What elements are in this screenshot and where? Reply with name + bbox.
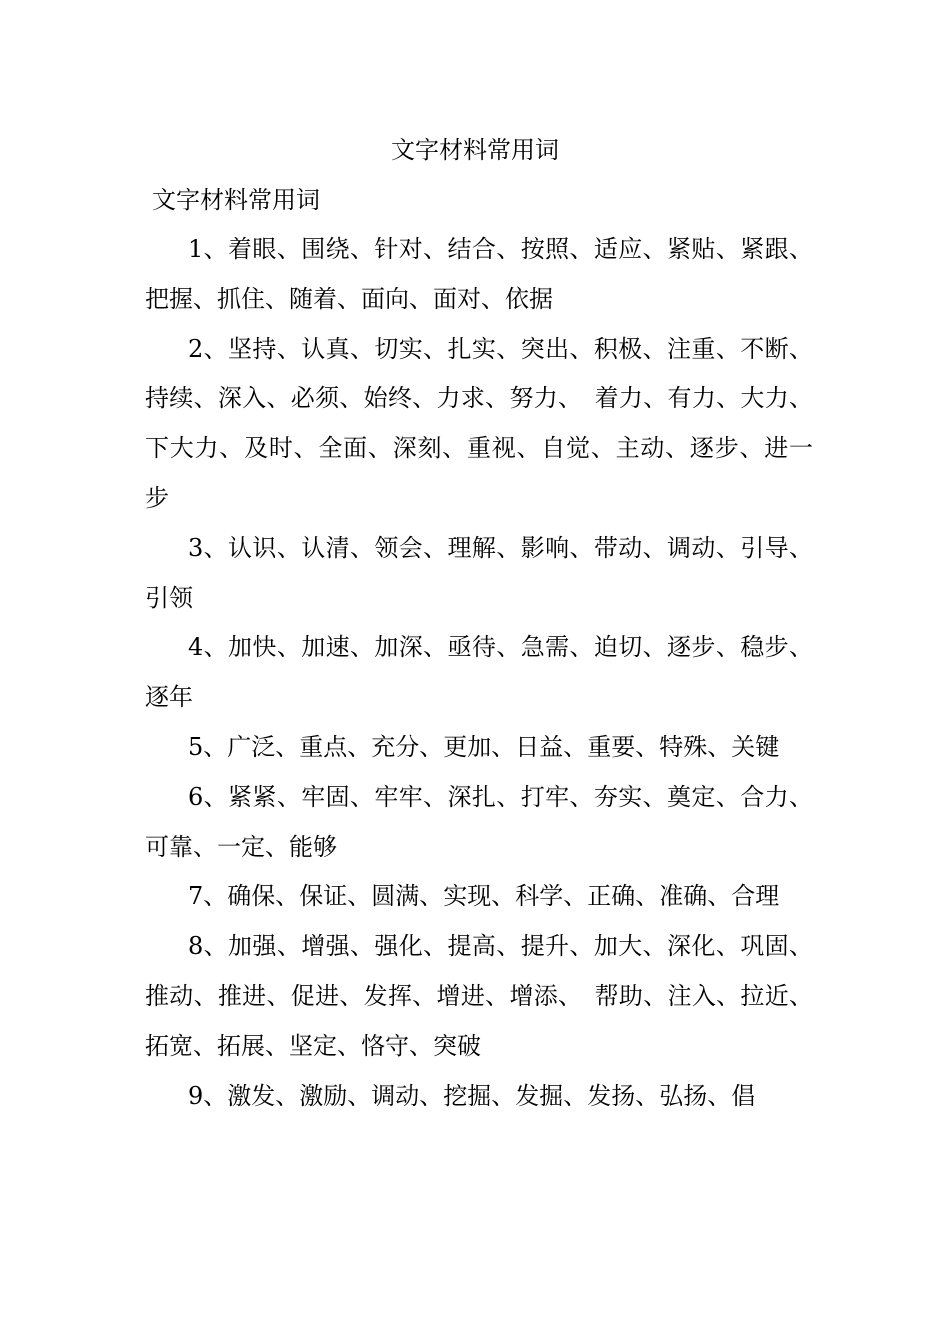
paragraph-8: 8、加强、增强、强化、提高、提升、加大、深化、巩固、推动、推进、促进、发挥、增进、增添、 帮助、注入、拉近、拓宽、拓展、坚定、恪守、突破 — [145, 932, 813, 1060]
paragraph-6: 6、紧紧、牢固、牢牢、深扎、打牢、夯实、奠定、合力、可靠、一定、能够 — [145, 782, 813, 861]
page-title: 文字材料常用词 — [391, 136, 559, 164]
document-subtitle: 文字材料常用词 — [152, 186, 320, 214]
paragraph-3: 3、认识、认清、领会、理解、影响、带动、调动、引导、引领 — [145, 533, 813, 612]
paragraph-7: 7、确保、保证、圆满、实现、科学、正确、准确、合理 — [188, 882, 780, 911]
body-text — [145, 225, 813, 1121]
paragraph-2: 2、坚持、认真、切实、扎实、突出、积极、注重、不断、持续、深入、必须、始终、力求、努力、 着力、有力、大力、下大力、及时、全面、深刻、重视、自觉、主动、逐步、进一步 — [145, 334, 813, 512]
paragraph-9: 9、激发、激励、调动、挖掘、发掘、发扬、弘扬、倡 — [188, 1081, 756, 1110]
paragraph-1: 1、着眼、围绕、针对、结合、按照、适应、紧贴、紧跟、把握、抓住、随着、面向、面对、依据 — [145, 235, 813, 313]
paragraph-5: 5、广泛、重点、充分、更加、日益、重要、特殊、关键 — [188, 732, 780, 761]
paragraph-4: 4、加快、加速、加深、亟待、急需、迫切、逐步、稳步、逐年 — [145, 633, 813, 712]
